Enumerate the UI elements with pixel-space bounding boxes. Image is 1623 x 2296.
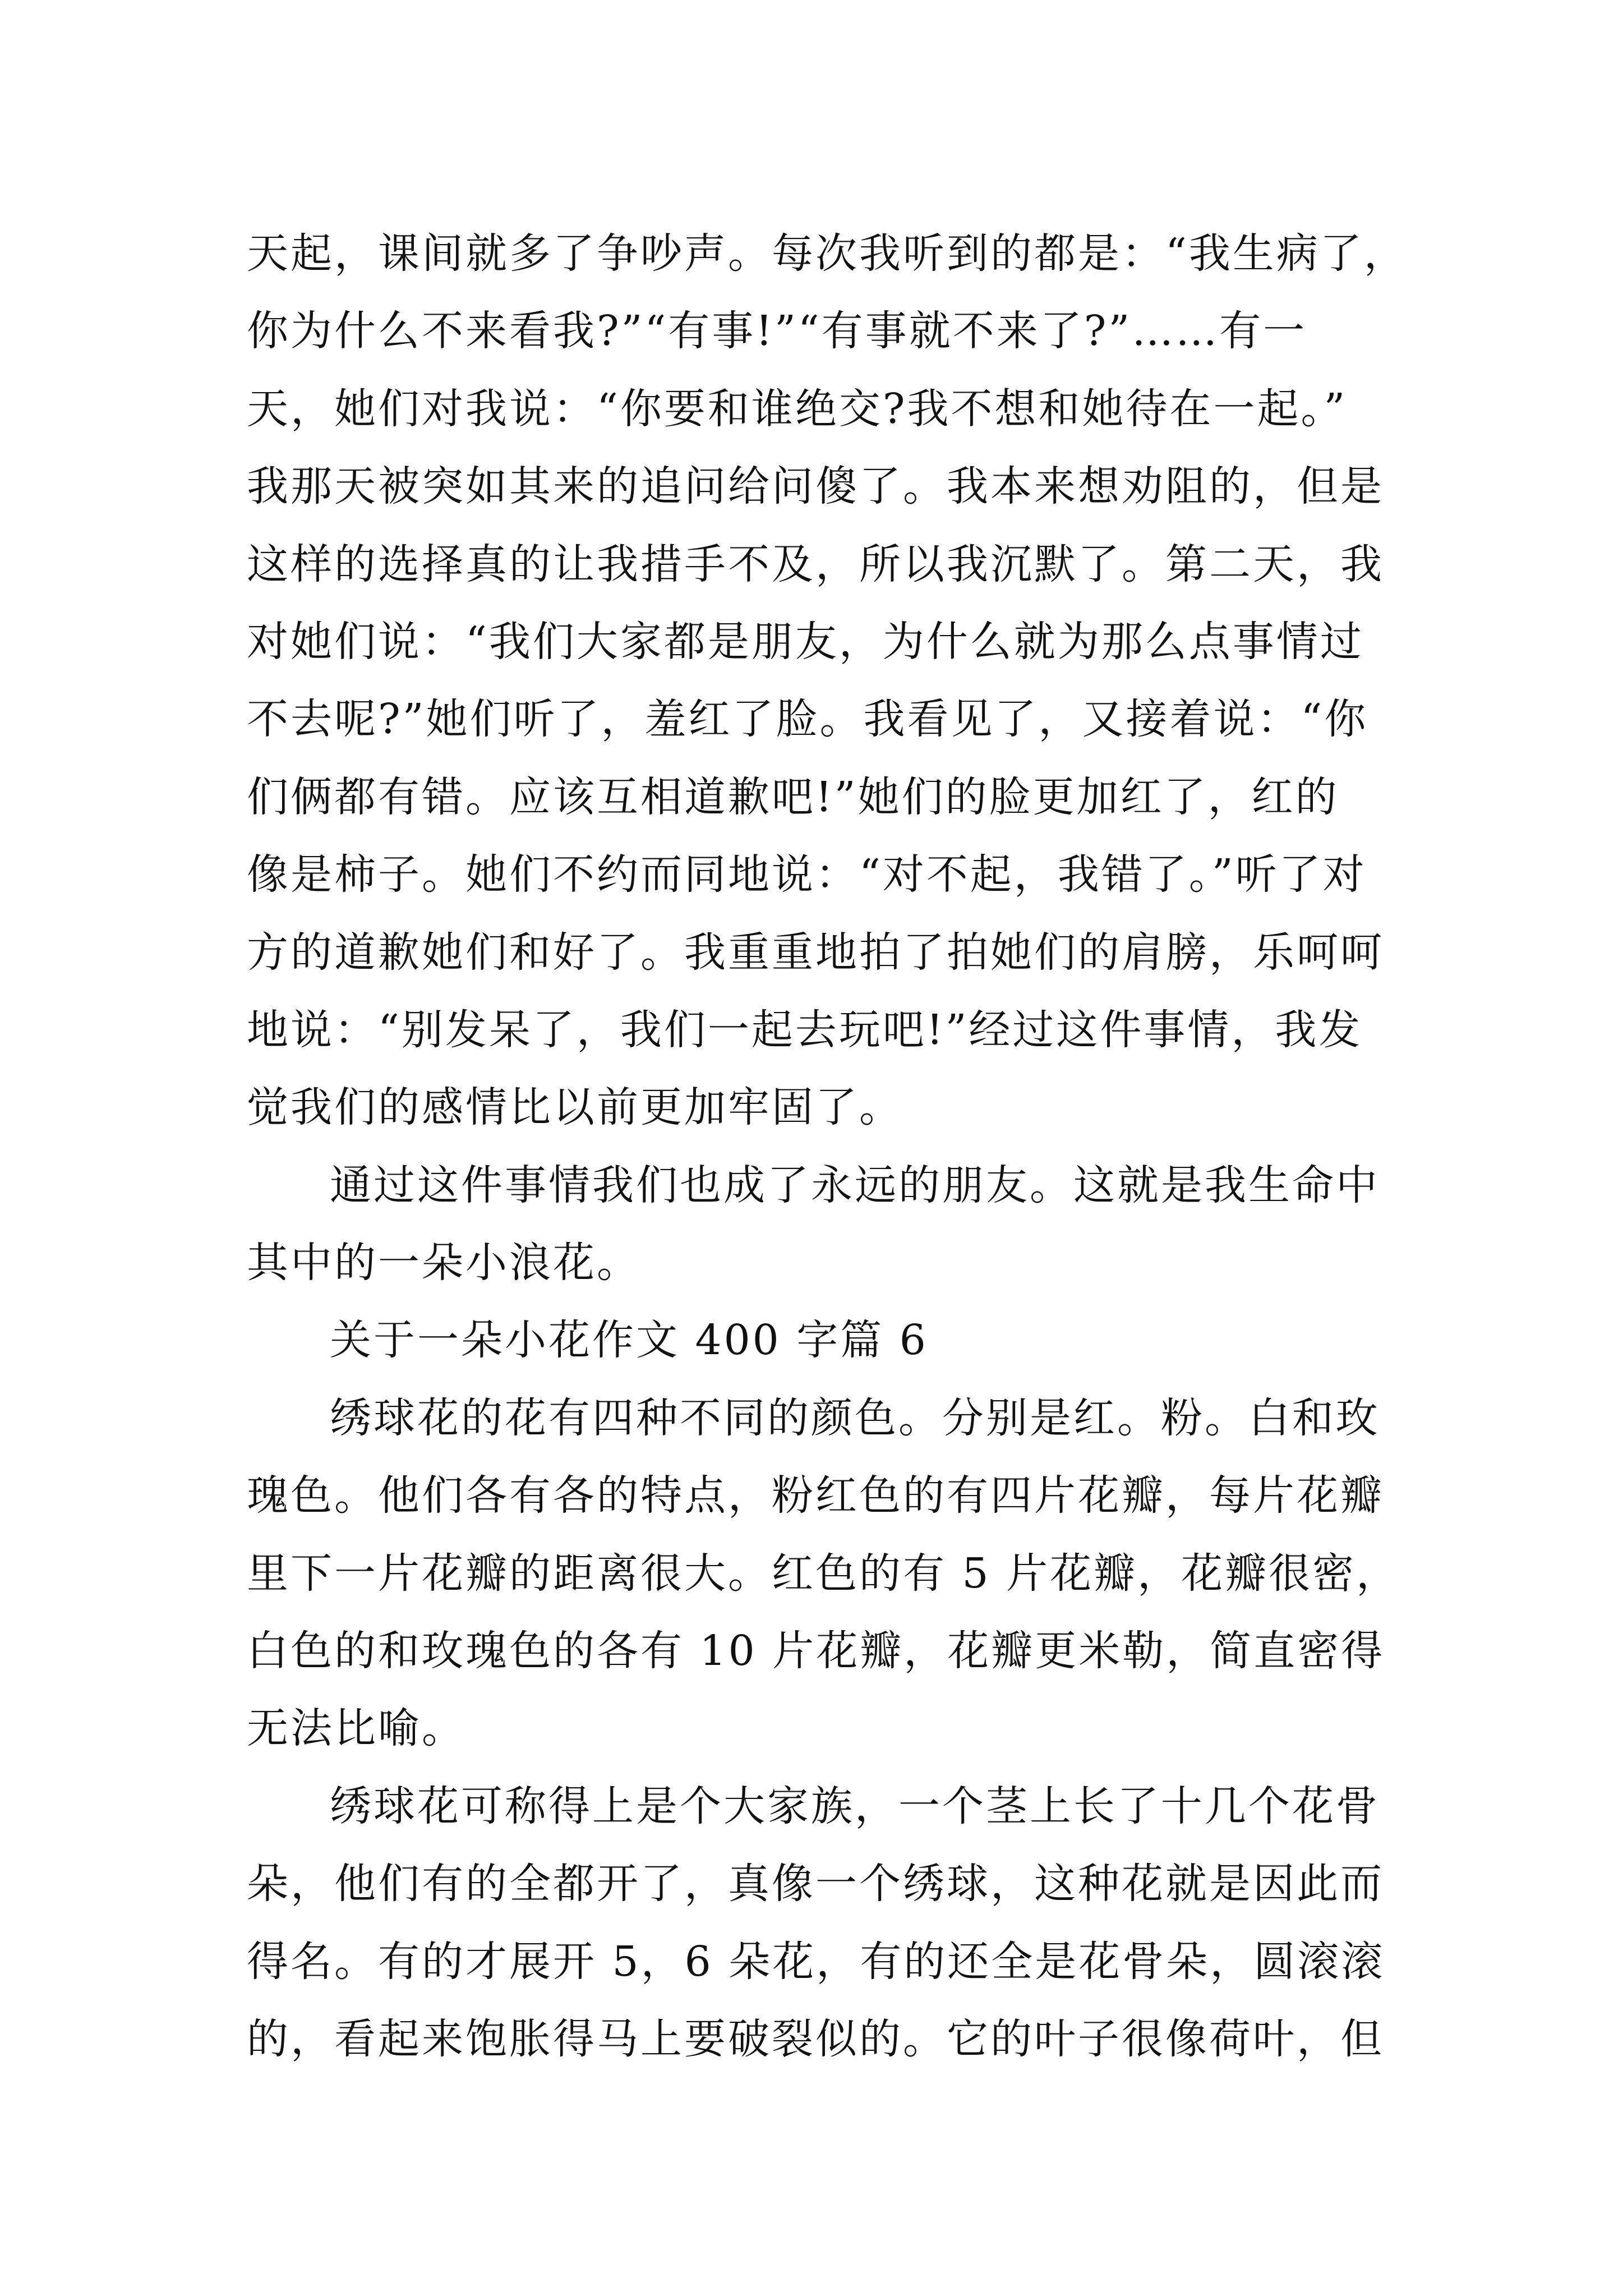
text-line: 天，她们对我说：“你要和谁绝交?我不想和她待在一起。” [247, 384, 1348, 433]
section-heading: 关于一朵小花作文 400 字篇 6 [330, 1316, 928, 1365]
text-line: 这样的选择真的让我措手不及，所以我沉默了。第二天，我 [247, 540, 1384, 588]
text-line: 不去呢?”她们听了，羞红了脸。我看见了，又接着说：“你 [247, 695, 1368, 744]
text-line: 对她们说：“我们大家都是朋友，为什么就为那么点事情过 [247, 617, 1364, 666]
text-line: 里下一片花瓣的距离很大。红色的有 5 片花瓣，花瓣很密， [247, 1549, 1400, 1598]
text-line: 白色的和玫瑰色的各有 10 片花瓣，花瓣更米勒，简直密得 [247, 1627, 1385, 1676]
text-line: 朵，他们有的全都开了，真像一个绣球，这种花就是因此而 [247, 1860, 1384, 1908]
body-text [247, 215, 1408, 2078]
paragraph-start-line: 通过这件事情我们也成了永远的朋友。这就是我生命中 [330, 1161, 1380, 1209]
text-line: 无法比喻。 [247, 1704, 465, 1753]
text-line: 天起，课间就多了争吵声。每次我听到的都是：“我生病了， [247, 229, 1408, 278]
text-line: 得名。有的才展开 5，6 朵花，有的还全是花骨朵，圆滚滚 [247, 1937, 1385, 1986]
text-line: 瑰色。他们各有各的特点，粉红色的有四片花瓣，每片花瓣 [247, 1471, 1384, 1520]
text-line: 我那天被突如其来的追问给问傻了。我本来想劝阻的，但是 [247, 462, 1384, 511]
text-line: 方的道歉她们和好了。我重重地拍了拍她们的肩膀，乐呵呵 [247, 928, 1384, 977]
text-line: 你为什么不来看我?”“有事!”“有事就不来了?”……有一 [247, 307, 1307, 356]
text-line: 其中的一朵小浪花。 [247, 1239, 640, 1287]
paragraph-start-line: 绣球花的花有四种不同的颜色。分别是红。粉。白和玫 [330, 1393, 1380, 1442]
text-line: 的，看起来饱胀得马上要破裂似的。它的叶子很像荷叶，但 [247, 2014, 1384, 2063]
text-line: 像是柿子。她们不约而同地说：“对不起，我错了。”听了对 [247, 850, 1367, 899]
paragraph-start-line: 绣球花可称得上是个大家族，一个茎上长了十几个花骨 [330, 1782, 1380, 1830]
text-line: 地说：“别发呆了，我们一起去玩吧!”经过这件事情，我发 [247, 1005, 1363, 1054]
text-line: 们俩都有错。应该互相道歉吧!”她们的脸更加红了，红的 [247, 772, 1339, 821]
text-line: 觉我们的感情比以前更加牢固了。 [247, 1083, 903, 1132]
